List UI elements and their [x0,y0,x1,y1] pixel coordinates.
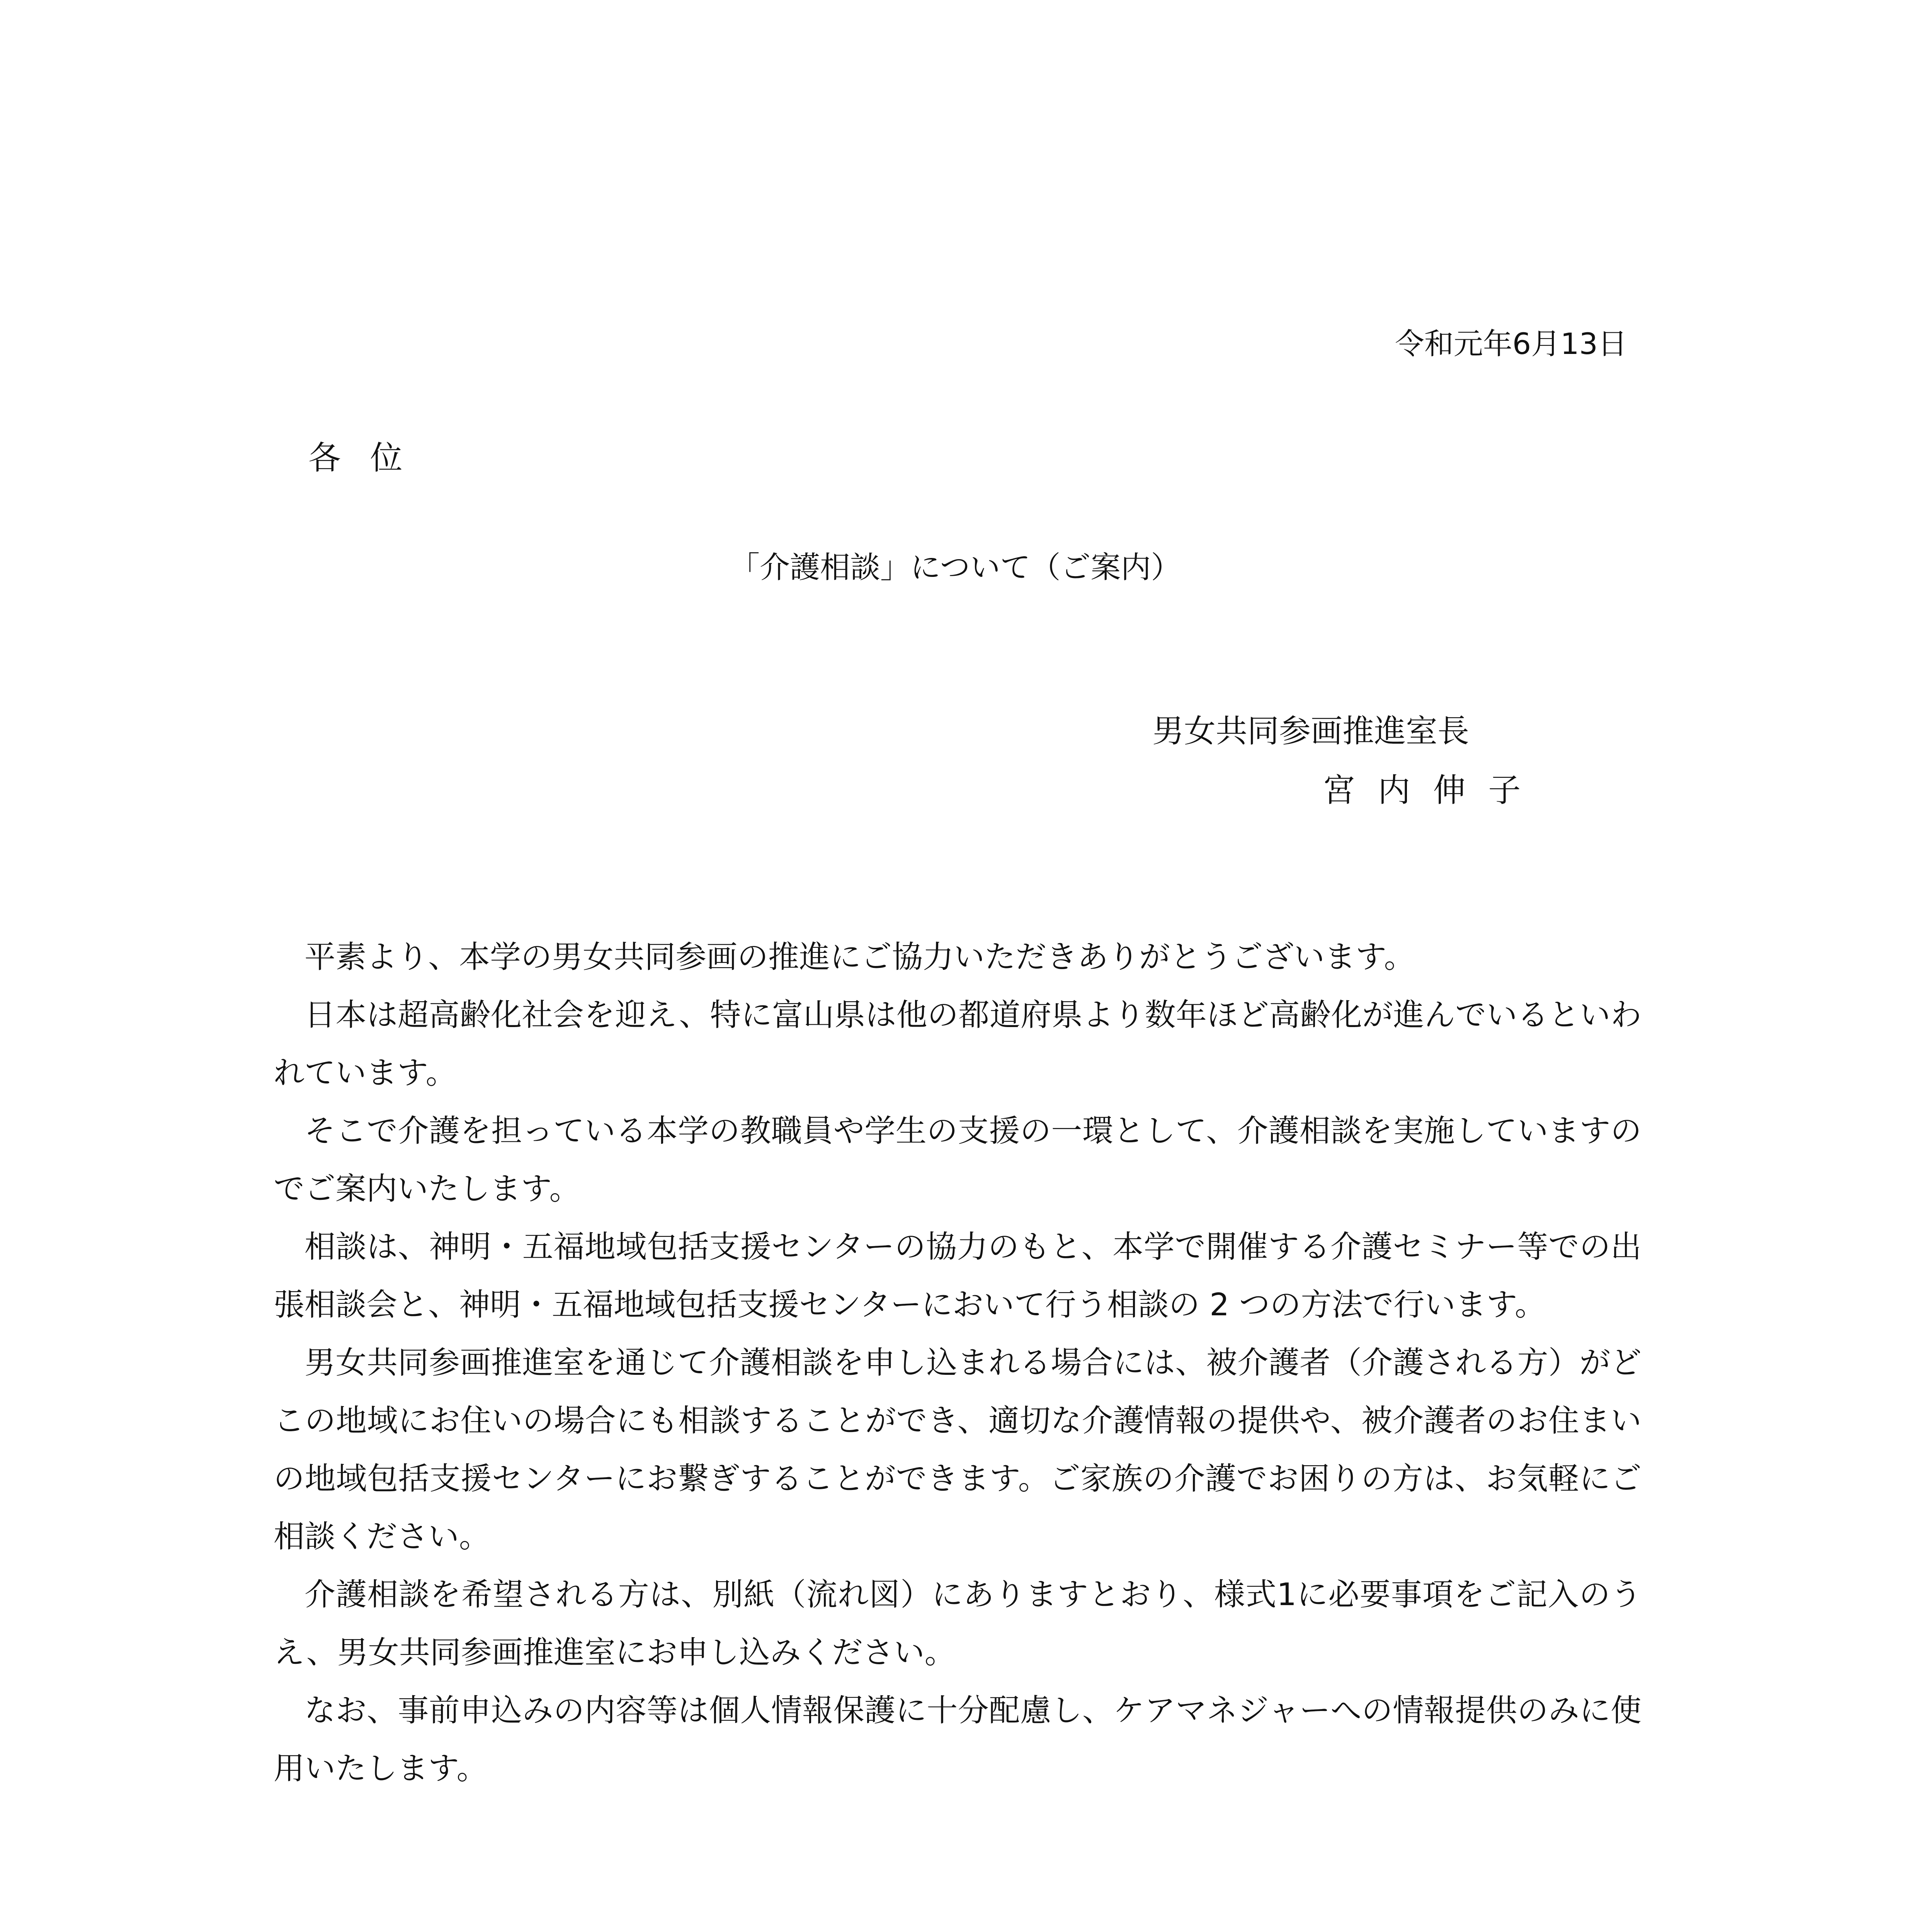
paragraph-how-to-apply: 介護相談を希望される方は、別紙（流れ図）にありますとおり、様式1に必要事項をご記入のうえ、男女共同参画推進室にお申し込みください。 [274,1577,1641,1670]
letter-date: 令和元年6月13日 [1395,327,1627,361]
letter-body [274,928,1641,1798]
paragraph-privacy: なお、事前申込みの内容等は個人情報保護に十分配慮し、ケアマネジャーへの情報提供のみに使用いたします。 [274,1692,1641,1786]
paragraph-greeting: 平素より、本学の男女共同参画の推進にご協力いただきありがとうございます。 [304,939,1415,975]
paragraph-application: 男女共同参画推進室を通じて介護相談を申し込まれる場合には、被介護者（介護される方）がどこの地域にお住いの場合にも相談することができ、適切な介護情報の提供や、被介護者のお住まいの地域包括支援センターにお繋ぎすることができます。ご家族の介護でお困りの方は、お気軽にご相談ください。 [274,1345,1641,1554]
sender-name: 宮内伸子 [1323,771,1544,809]
paragraph-methods: 相談は、神明・五福地域包括支援センターの協力のもと、本学で開催する介護セミナー等での出張相談会と、神明・五福地域包括支援センターにおいて行う相談の 2 つの方法で行います。 [274,1229,1642,1323]
addressee: 各位 [308,439,432,477]
paragraph-aging-society: 日本は超高齢化社会を迎え、特に富山県は他の都道府県より数年ほど高齢化が進んでいるといわれています。 [274,997,1641,1091]
sender-organization: 男女共同参画推進室長 [1152,713,1470,750]
paragraph-support: そこで介護を担っている本学の教職員や学生の支援の一環として、介護相談を実施していますのでご案内いたします。 [274,1113,1641,1207]
letter-title: 「介護相談」について（ご案内） [730,550,1181,585]
